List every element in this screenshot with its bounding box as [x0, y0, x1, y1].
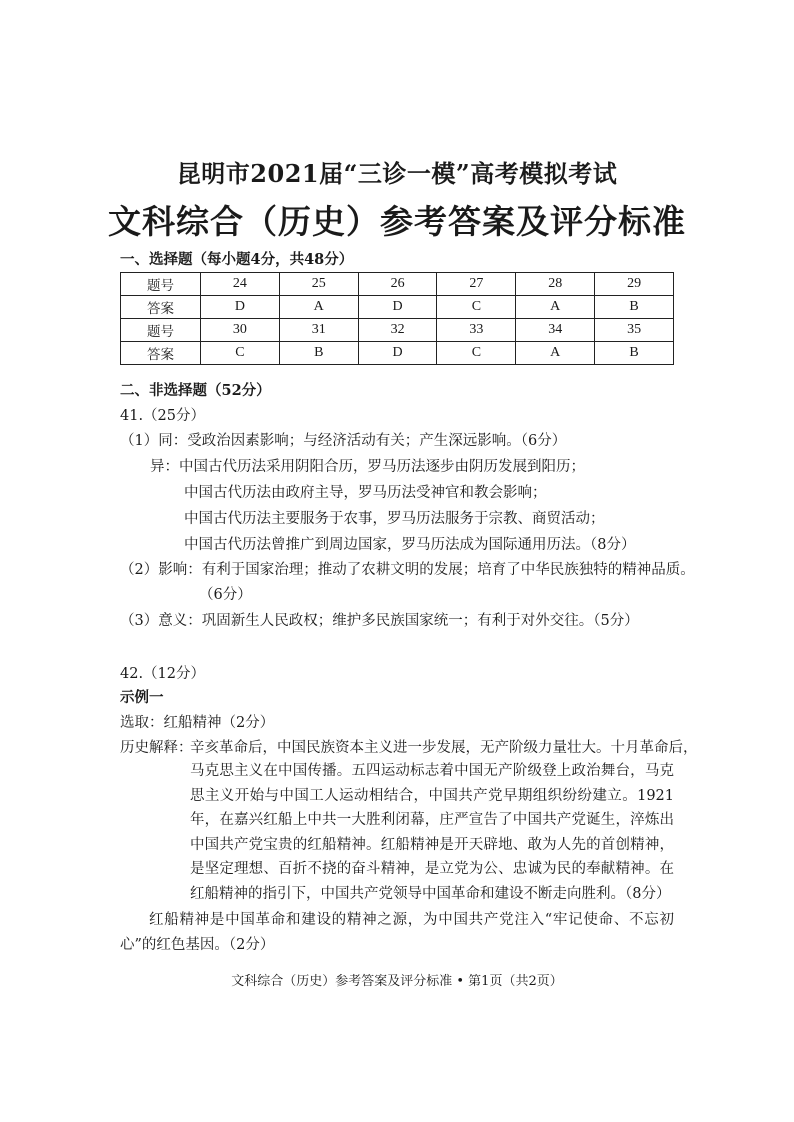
row-label: 答案: [121, 296, 201, 319]
table-cell: B: [595, 296, 674, 319]
table-row: [121, 342, 674, 365]
document-title: 文科综合（历史）参考答案及评分标准: [108, 202, 686, 241]
section2-heading: 二、非选择题（52分）: [120, 382, 271, 399]
table-cell: A: [516, 342, 595, 365]
q41-part1-same: （1）同：受政治因素影响；与经济活动有关；产生深远影响。（6分）: [120, 433, 567, 449]
q41-header: 41.（25分）: [120, 408, 206, 424]
table-cell: B: [279, 342, 358, 365]
row-label: 题号: [121, 273, 201, 296]
table-cell: 27: [437, 273, 516, 296]
table-cell: 26: [358, 273, 437, 296]
table-cell: B: [595, 342, 674, 365]
q42-header: 42.（12分）: [120, 666, 206, 682]
q42-explain-label: 历史解释：: [120, 740, 193, 756]
q42-choice: 选取：红船精神（2分）: [120, 715, 275, 731]
q41-part2-score: （6分）: [199, 587, 252, 603]
q42-explain-first-line: 辛亥革命后，中国民族资本主义进一步发展，无产阶级力量壮大。十月革命后，: [190, 740, 698, 756]
table-row: [121, 296, 674, 319]
q41-part3: （3）意义：巩固新生人民政权；维护多民族国家统一；有利于对外交往。（5分）: [120, 613, 639, 629]
table-cell: 25: [279, 273, 358, 296]
table-cell: C: [201, 342, 280, 365]
table-cell: 32: [358, 319, 437, 342]
table-cell: 24: [201, 273, 280, 296]
q41-part1-diff-4: 中国古代历法曾推广到周边国家，罗马历法成为国际通用历法。（8分）: [184, 537, 636, 553]
q42-summary: 红船精神是中国革命和建设的精神之源，为中国共产党注入“牢记使命、不忘初心”的红色基因。（2分）: [120, 912, 674, 953]
q41-part1-diff: 异：中国古代历法采用阴阳合历，罗马历法逐步由阴历发展到阳历；: [150, 459, 585, 475]
table-cell: 33: [437, 319, 516, 342]
q41-part1-diff-3: 中国古代历法主要服务于农事，罗马历法服务于宗教、商贸活动；: [184, 511, 605, 527]
table-cell: 35: [595, 319, 674, 342]
q41-part1-diff-2: 中国古代历法由政府主导，罗马历法受神官和教会影响；: [184, 485, 547, 501]
answer-table: [120, 272, 674, 365]
table-cell: 34: [516, 319, 595, 342]
row-label: 题号: [121, 319, 201, 342]
exam-title: 昆明市2021届“三诊一模”高考模拟考试: [176, 159, 618, 188]
section1-heading: 一、选择题（每小题4分，共48分）: [120, 251, 354, 268]
table-cell: 29: [595, 273, 674, 296]
table-cell: 28: [516, 273, 595, 296]
q42-example-label: 示例一: [120, 689, 164, 706]
table-cell: C: [437, 296, 516, 319]
table-row: [121, 319, 674, 342]
table-cell: D: [201, 296, 280, 319]
q41-part2: （2）影响：有利于国家治理；推动了农耕文明的发展；培育了中华民族独特的精神品质。: [120, 562, 695, 578]
table-cell: A: [279, 296, 358, 319]
table-cell: 31: [279, 319, 358, 342]
q42-explain-body: 马克思主义在中国传播。五四运动标志着中国无产阶级登上政治舞台，马克思主义开始与中国工人运动相结合，中国共产党早期组织纷纷建立。1921年，在嘉兴红船上中共一大胜利闭幕，庄严宣告了中国共产党诞生，淬炼出中国共产党宝贵的红船精神。红船精神是开天辟地、敢为人先的首创精神，是坚定理想、百折不挠的奋斗精神，是立党为公、忠诚为民的奉献精神。在红船精神的指引下，中国共产党领导中国革命和建设不断走向胜利。（8分）: [190, 763, 674, 902]
table-row: [121, 273, 674, 296]
table-cell: C: [437, 342, 516, 365]
table-cell: D: [358, 296, 437, 319]
table-cell: D: [358, 342, 437, 365]
page-footer: 文科综合（历史）参考答案及评分标准 • 第1页（共2页）: [231, 974, 563, 989]
table-cell: 30: [201, 319, 280, 342]
row-label: 答案: [121, 342, 201, 365]
table-cell: A: [516, 296, 595, 319]
